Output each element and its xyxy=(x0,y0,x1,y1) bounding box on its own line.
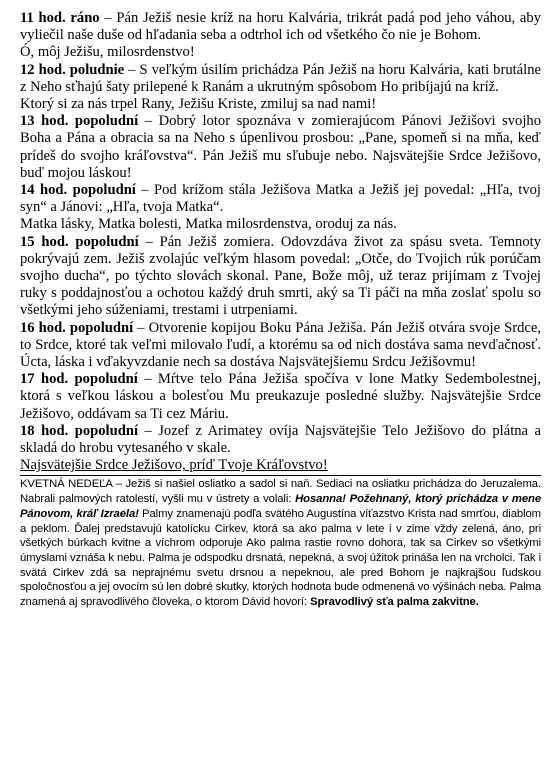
hour-heading: 13 hod. popoludní xyxy=(20,113,139,130)
hour-text: – Jozef z Arimatey ovíja Najsvätejšie Telo Ježišovo do plátna a skladá do hrobu vytesaného v skale. xyxy=(20,422,541,457)
hour-paragraph xyxy=(20,234,541,320)
hour-heading: 14 hod. popoludní xyxy=(20,182,136,199)
hour-heading: 17 hod. popoludní xyxy=(20,371,138,388)
hour-text: – Pán Ježiš zomiera. Odovzdáva život za spásu sveta. Temnoty pokrývajú zem. Ježiš zvolajúc veľkým hlasom povedal: „Otče, do Tvojich rúk porúčam svojho ducha“, po týchto slovách skonal. Pane, Bože môj, už teraz prijímam z Tvojej ruky s poddajnosťou a ochotou každý druh smrti, aký sa Ti páči na mňa zoslať spolu so všetkými jeho súženiami, trestami i utrpeniami. xyxy=(20,233,541,319)
hour-paragraph xyxy=(20,371,541,423)
hour-paragraph xyxy=(20,423,541,457)
hour-prayer: Ó, môj Ježišu, milosrdenstvo! xyxy=(20,44,195,61)
hour-section-18 xyxy=(20,423,541,475)
hour-section-17 xyxy=(20,371,541,423)
hour-heading: 11 hod. ráno xyxy=(20,10,100,26)
hour-text: – Dobrý lotor spoznáva v zomierajúcom Pánovi Ježišovi svojho Boha a Pána a obracia sa na Neho s úpenlivou prosbou: „Pane, spomeň si na mňa, keď prídeš do svojho kráľovstva“. Pán Ježiš mu sľubuje nebo. Najsvätejšie Srdce Ježišovo, buď mojou láskou! xyxy=(20,113,542,181)
hour-text: – S veľkým úsilím prichádza Pán Ježiš na horu Kalvária, kati brutálne z Neho sťhajú šaty prilepené k Ranám a ukrutným spôsobom Ho pribíjajú na kríž. xyxy=(20,61,541,95)
palm-sunday-body: Palmy znamenajú podľa svätého Augustína víťazstvo Krista nad smrťou, diablom a peklom. Ďalej predstavujú katolícku Cirkev, ktorá sa ako palma v lete i v zime vždy zelená, áno, pri všetkých búrkach kvitne a víchrom odporuje Ako palma rastie rovno dohora, tak sa Cirkev so všetkými úmyslami vznáša k nebu. Palma je odspodku drsnatá, nepekná, a svoj úžitok prináša len na vrcholci. Tak i svätá Cirkev zdá sa neprajnému svetu drsnou a nepeknou, ale pred Bohom je najkrajšou ľudskou spoločnosťou a jej ovocím sú len dobré skutky, ktorých hodnota bude odmenená vo výšinách neba. Palma znamená aj spravodlivého človeka, o ktorom Dávid hovorí: xyxy=(20,507,541,609)
hour-section-11 xyxy=(20,10,541,62)
palm-sunday-acclamation: Hosanna! Požehnaný, ktorý prichádza v mene Pánovom, kráľ Izraela! xyxy=(20,493,542,520)
hour-prayer: Ktorý si za nás trpel Rany, Ježišu Kriste, zmiluj sa nad nami! xyxy=(20,96,377,113)
hour-text: – Pod krížom stála Ježišova Matka a Ježiš jej povedal: „Hľa, tvoj syn“ a Jánovi: „Hľa, tvoja Matka“. xyxy=(20,182,541,216)
hour-paragraph xyxy=(20,320,541,372)
hour-text: – Pán Ježiš nesie kríž na horu Kalvária, trikrát padá pod jeho váhou, aby vyliečil naše duše od hľadania seba a odtrhol ich od všetkého čo nie je Bohom. xyxy=(20,10,542,44)
palm-sunday-intro: KVETNÁ NEDEĽA – Ježiš si našiel osliatko a sadol si naň. Sediaci na osliatku prichádza do Jeruzalema. Nabrali palmových ratolestí, vyšli mu v ústrety a volali: xyxy=(20,478,541,506)
hour-section-16 xyxy=(20,320,541,372)
hour-text: – Otvorenie kopijou Boku Pána Ježiša. Pán Ježiš otvára svoje Srdce, to Srdce, ktoré tak veľmi milovalo ľudí, a ktorému sa od nich dostáva sama nevďačnosť. Úcta, láska i vďakyvzdanie nech sa dostáva Najsvätejšiemu Srdcu Ježišovmu! xyxy=(20,319,541,371)
hour-paragraph xyxy=(20,182,541,216)
hour-section-13 xyxy=(20,113,541,182)
hour-prayer: Matka lásky, Matka bolesti, Matka milosrdenstva, oroduj za nás. xyxy=(20,216,397,233)
hour-section-14 xyxy=(20,182,541,234)
hour-prayer: Najsvätejšie Srdce Ježišovo, príď Tvoje Kráľovstvo! xyxy=(20,457,328,474)
hour-section-12 xyxy=(20,62,541,114)
palm-sunday-paragraph xyxy=(20,477,541,609)
hour-heading: 15 hod. popoludní xyxy=(20,233,139,250)
section-divider xyxy=(20,475,541,476)
hour-paragraph xyxy=(20,10,541,44)
hour-section-15 xyxy=(20,234,541,320)
hour-heading: 12 hod. poludnie xyxy=(20,61,125,78)
hour-paragraph xyxy=(20,62,541,96)
palm-sunday-closing: Spravodlivý sťa palma zakvitne. xyxy=(310,596,479,609)
hour-heading: 16 hod. popoludní xyxy=(20,319,134,336)
hour-heading: 18 hod. popoludní xyxy=(20,422,138,439)
hour-paragraph xyxy=(20,113,541,182)
hour-text: – Mŕtve telo Pána Ježiša spočíva v lone Matky Sedembolestnej, ktorá s veľkou láskou a bolesťou Mu preukazuje posledné služby. Najsvätejšie Srdce Ježišovo, oddávam sa Ti cez Máriu. xyxy=(20,371,541,422)
